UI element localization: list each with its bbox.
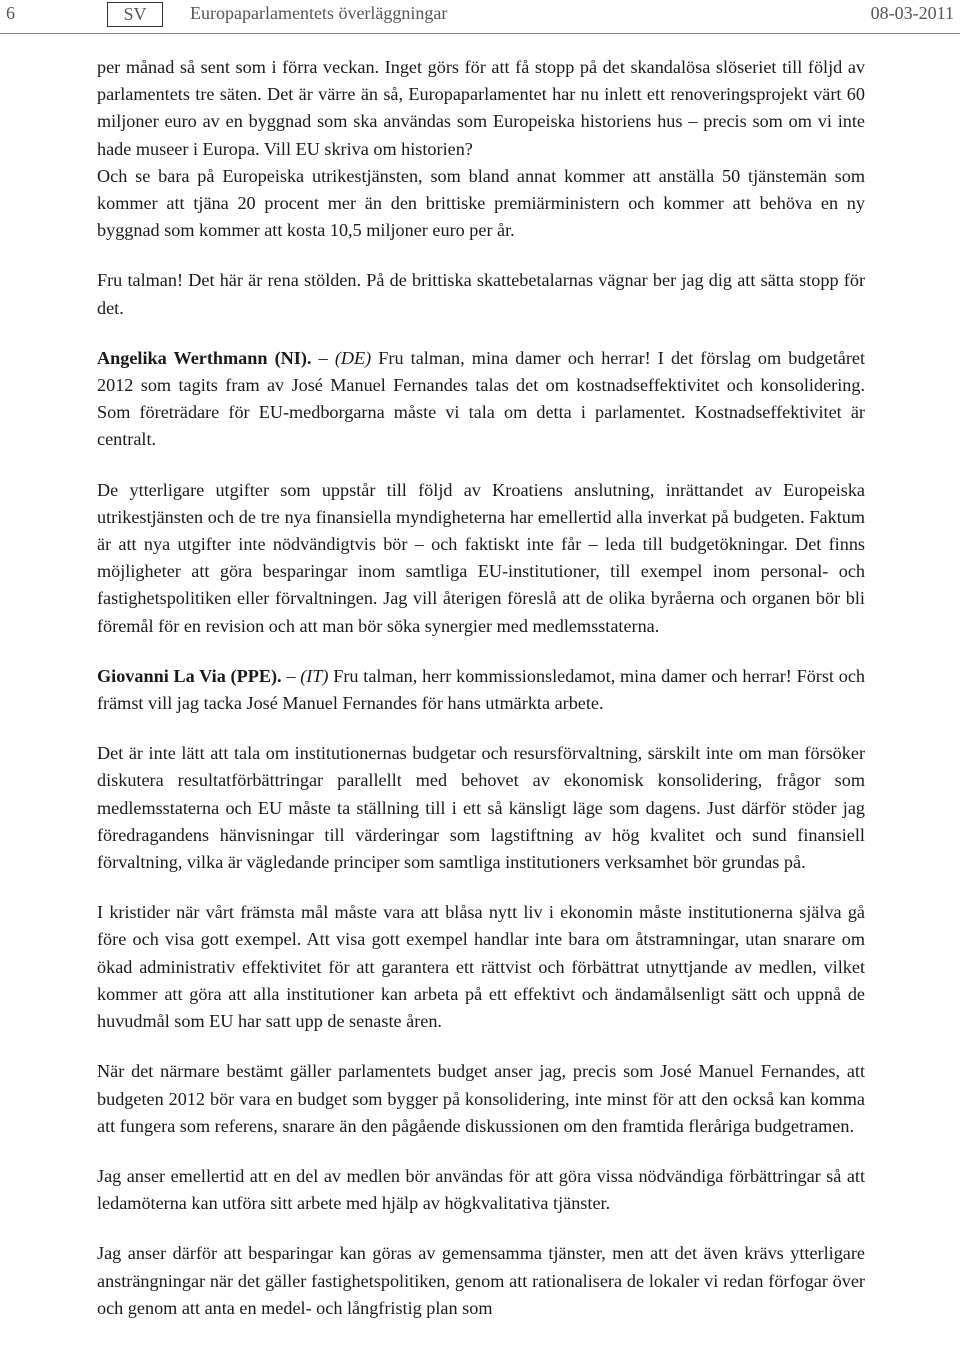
speech-text: Fru talman, herr kommissionsledamot, mina damer och herrar! Först och främst vill jag tacka José Manuel Fernandes för hans utmärkta arbete. (97, 665, 866, 714)
paragraph: Jag anser därför att besparingar kan göras av gemensamma tjänster, men att det även krävs ytterligare ansträngningar när det gäller fastighetspolitiken, genom att rationalisera de lokaler vi redan förfogar över och genom att anta en medel- och långfristig plan som (97, 1243, 865, 1318)
speaker-name: Giovanni La Via (PPE). (97, 665, 282, 686)
language-badge: SV (107, 2, 163, 27)
paragraph: De ytterligare utgifter som uppstår till följd av Kroatiens anslutning, inrättandet av Europeiska utrikestjänsten och de tre nya finansiella myndigheterna har emellertid alla inverkat på budgeten. Faktum är att nya utgifter inte nödvändigtvis bör – och faktiskt inte får – leda till budgetökningar. Det finns möjligheter att göra besparingar inom samtliga EU-institutioner, till exempel inom personal- och fastighetspolitiken eller förvaltningen. Jag vill återigen föreslå att de olika byråerna och organen bör bli föremål för en revision och att man bör söka synergier med medlemsstaterna. (97, 479, 865, 636)
page-number: 6 (6, 3, 15, 23)
speech-paragraph (97, 345, 865, 454)
speech-paragraph (97, 663, 865, 717)
language-tag: (DE) (334, 347, 372, 368)
paragraph: Fru talman! Det här är rena stölden. På de brittiska skattebetalarnas vägnar ber jag dig att sätta stopp för det. (97, 270, 865, 318)
paragraph: I kristider när vårt främsta mål måste vara att blåsa nytt liv i ekonomin måste institutionerna själva gå före och visa gott exempel. Att visa gott exempel handlar inte bara om åtstramningar, utan snarare om ökad administrativ effektivitet för att garantera ett rättvist och förbättrat utnyttjande av medlen, vilket kommer att göra att alla institutioner kan arbeta på ett effektivt och ändamålsenligt sätt och uppnå de huvudmål som EU har satt upp de senaste åren. (97, 902, 865, 1032)
speech-text: Fru talman, mina damer och herrar! I det förslag om budgetåret 2012 som tagits fram av José Manuel Fernandes talas det om kostnadseffektivitet och konsolidering. Som företrädare för EU-medborgarna måste vi tala om detta i parlamentet. Kostnadseffektivitet är centralt. (97, 347, 866, 450)
dash: – (281, 665, 301, 686)
header-divider (0, 33, 960, 34)
paragraph: Och se bara på Europeiska utrikestjänsten, som bland annat kommer att anställa 50 tjänstemän som kommer att tjäna 20 procent mer än den brittiske premiärministern och kommer att behöva en ny byggnad som kommer att kosta 10,5 miljoner euro per år. (97, 165, 865, 241)
paragraph: per månad så sent som i förra veckan. Inget görs för att få stopp på det skandalösa slöseriet till följd av parlamentets tre säten. Det är värre än så, Europaparlamentet har nu inlett ett renoveringsprojekt värt 60 miljoner euro av en byggnad som ska användas som Europeiska historiens hus – precis som om vi inte hade museer i Europa. Vill EU skriva om historien? (97, 57, 865, 159)
paragraph: Jag anser emellertid att en del av medlen bör användas för att göra vissa nödvändiga förbättringar så att ledamöterna kan utföra sitt arbete med hjälp av högkvalitativa tjänster. (97, 1165, 865, 1214)
dash: – (311, 347, 335, 368)
paragraph: Det är inte lätt att tala om institutionernas budgetar och resursförvaltning, särskilt inte om man försöker diskutera resultatförbättringar parallellt med behovet av ekonomisk konsolidering, frågor som medlemsstaterna och EU måste ta ställning till i ett så känsligt läge som dagens. Just därför stöder jag föredragandens hänvisningar till värderingar som lagstiftning av hög kvalitet och sund finansiell förvaltning, vilka är vägledande principer som samtliga institutioners verksamhet bör grundas på. (97, 743, 865, 873)
document-body (97, 54, 865, 1345)
paragraph: När det närmare bestämt gäller parlamentets budget anser jag, precis som José Manuel Fernandes, att budgeten 2012 bör vara en budget som bygger på konsolidering, inte minst för att den också kan komma att fungera som referens, snarare än den pågående diskussionen om den framtida fleråriga budgetramen. (97, 1061, 865, 1136)
document-date: 08-03-2011 (870, 3, 954, 23)
language-tag: (IT) (300, 665, 329, 686)
speaker-name: Angelika Werthmann (NI). (97, 347, 312, 368)
page-header (0, 0, 960, 30)
document-title: Europaparlamentets överläggningar (190, 3, 448, 23)
